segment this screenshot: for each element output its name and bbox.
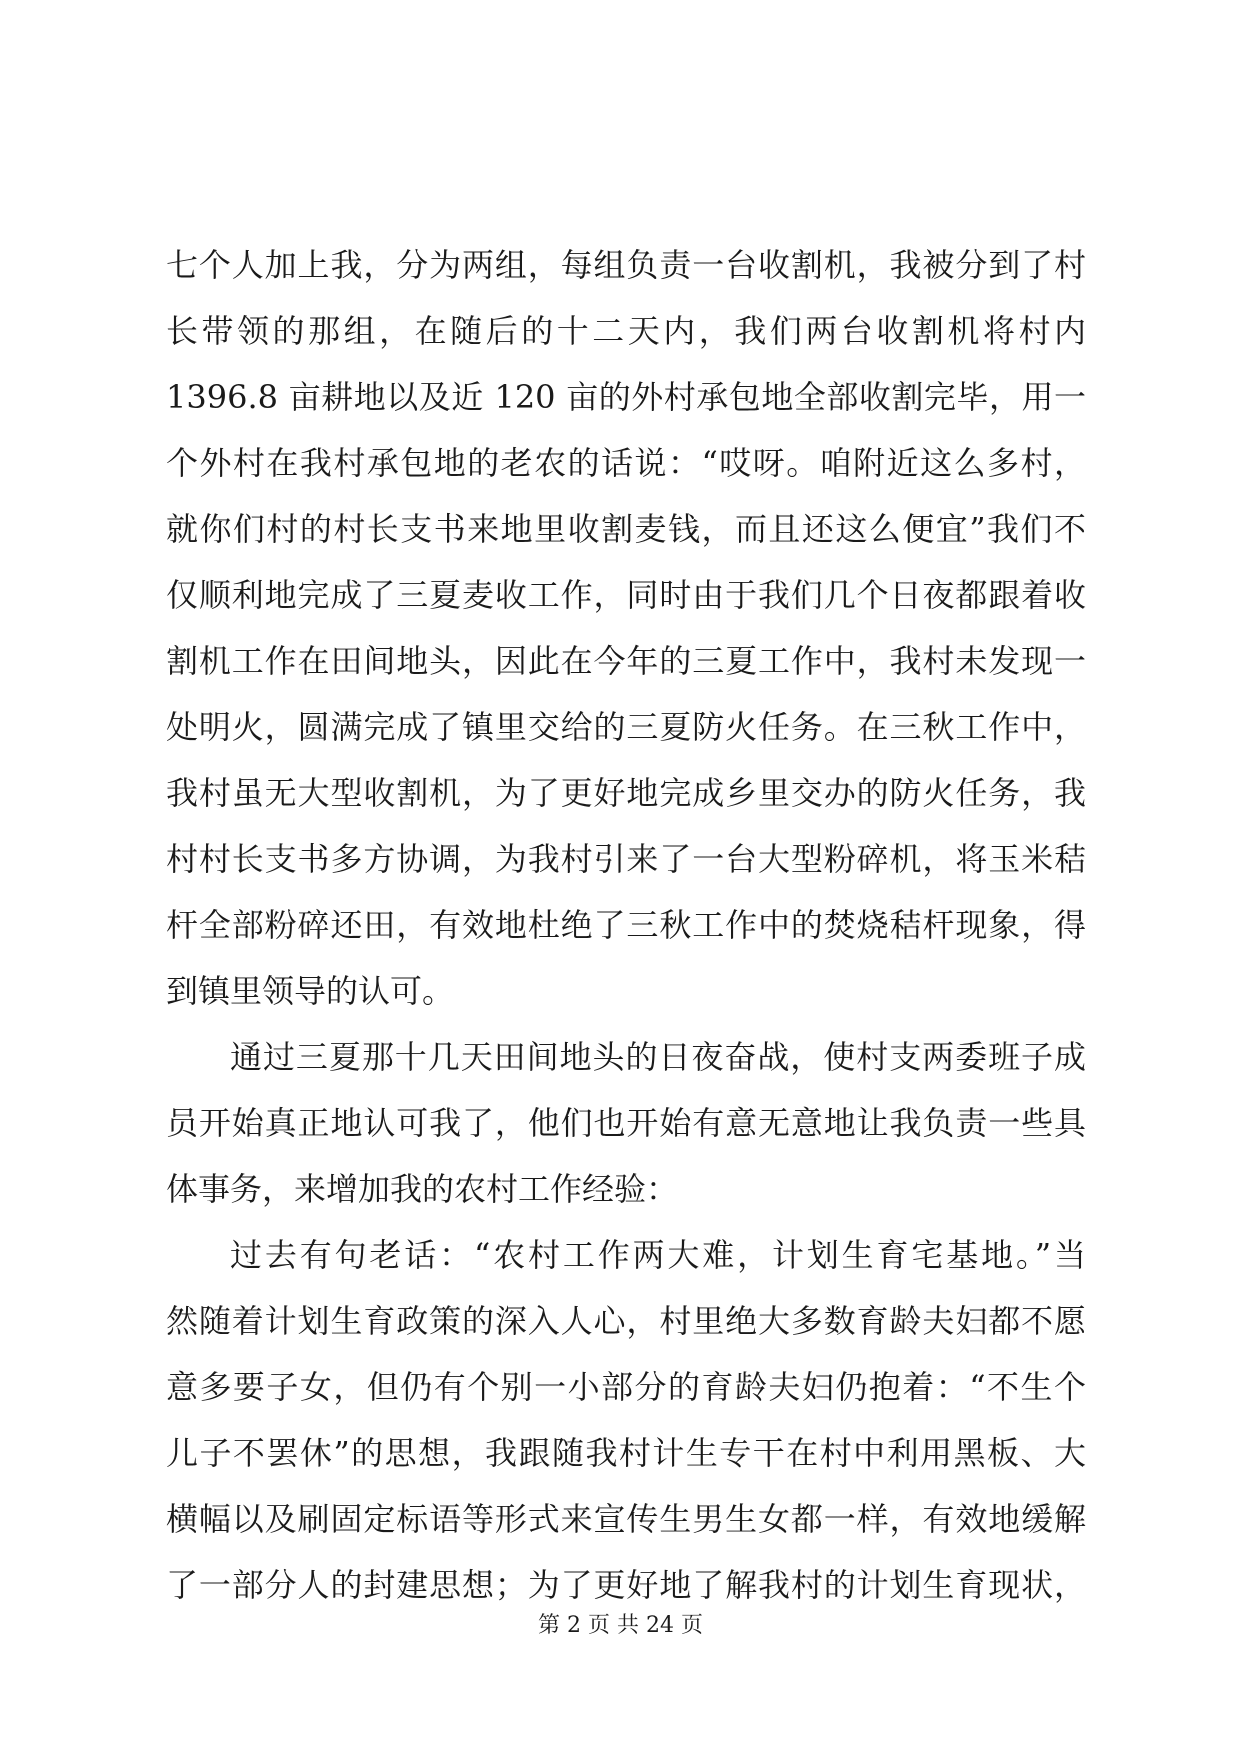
text-line: 我村虽无大型收割机，为了更好地完成乡里交办的防火任务，我 <box>166 774 1086 812</box>
page-footer <box>0 1608 1241 1639</box>
text-line: 员开始真正地认可我了，他们也开始有意无意地让我负责一些具 <box>166 1104 1086 1142</box>
body-text <box>166 232 1086 1618</box>
text-line: 处明火，圆满完成了镇里交给的三夏防火任务。在三秋工作中， <box>166 708 1086 746</box>
text-line: 儿子不罢休”的思想，我跟随我村计生专干在村中利用黑板、大 <box>166 1434 1086 1472</box>
text-line: 到镇里领导的认可。 <box>166 972 455 1010</box>
text-line: 了一部分人的封建思想；为了更好地了解我村的计划生育现状， <box>166 1566 1086 1604</box>
page-number-label: 第 2 页 共 24 页 <box>538 1613 703 1638</box>
text-line: 村村长支书多方协调，为我村引来了一台大型粉碎机，将玉米秸 <box>166 840 1086 878</box>
text-line: 横幅以及刷固定标语等形式来宣传生男生女都一样，有效地缓解 <box>166 1500 1086 1538</box>
text-line: 意多要子女，但仍有个别一小部分的育龄夫妇仍抱着：“不生个 <box>166 1368 1086 1406</box>
text-line: 长带领的那组，在随后的十二天内，我们两台收割机将村内 <box>166 312 1086 350</box>
text-line: 仅顺利地完成了三夏麦收工作，同时由于我们几个日夜都跟着收 <box>166 576 1086 614</box>
text-line: 杆全部粉碎还田，有效地杜绝了三秋工作中的焚烧秸杆现象，得 <box>166 906 1086 944</box>
text-line: 体事务，来增加我的农村工作经验： <box>166 1170 679 1208</box>
paragraph-start-line: 过去有句老话：“农村工作两大难，计划生育宅基地。”当 <box>230 1236 1086 1274</box>
text-line: 1396.8 亩耕地以及近 120 亩的外村承包地全部收割完毕，用一 <box>166 378 1086 416</box>
text-line: 个外村在我村承包地的老农的话说：“哎呀。咱附近这么多村， <box>166 444 1086 482</box>
text-line: 就你们村的村长支书来地里收割麦钱，而且还这么便宜”我们不 <box>166 510 1086 548</box>
text-line: 七个人加上我，分为两组，每组负责一台收割机，我被分到了村 <box>166 246 1086 284</box>
text-line: 然随着计划生育政策的深入人心，村里绝大多数育龄夫妇都不愿 <box>166 1302 1086 1340</box>
paragraph-start-line: 通过三夏那十几天田间地头的日夜奋战，使村支两委班子成 <box>230 1038 1086 1076</box>
text-line: 割机工作在田间地头，因此在今年的三夏工作中，我村未发现一 <box>166 642 1086 680</box>
